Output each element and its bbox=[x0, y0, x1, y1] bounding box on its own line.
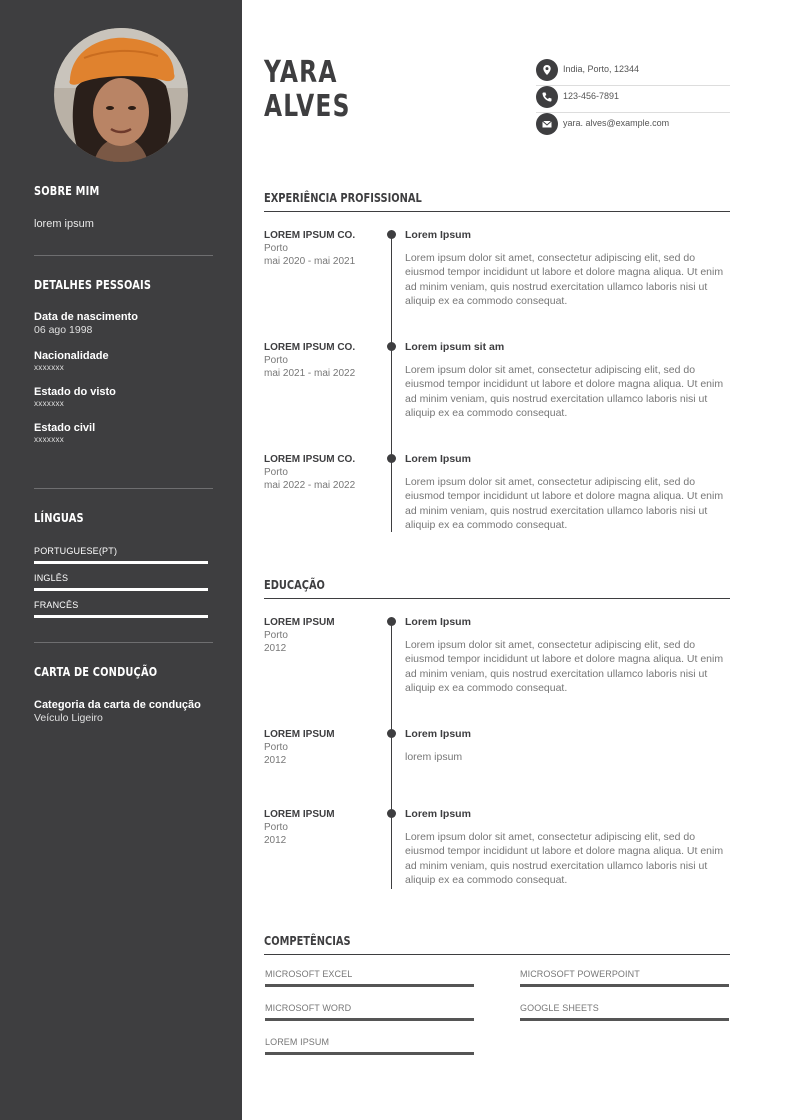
sidebar bbox=[0, 0, 242, 1120]
timeline-dot bbox=[387, 454, 396, 463]
language-level-bar bbox=[34, 561, 208, 564]
phone-icon bbox=[536, 86, 558, 108]
job-title: Lorem ipsum sit am bbox=[405, 341, 505, 353]
contact-email: yara. alves@example.com bbox=[563, 118, 670, 128]
experience-entry-body bbox=[405, 453, 730, 532]
degree-title: Lorem Ipsum bbox=[405, 728, 471, 740]
about-text: lorem ipsum bbox=[34, 218, 94, 230]
company-city: Porto bbox=[264, 467, 288, 478]
divider bbox=[34, 642, 213, 643]
skill-name: MICROSOFT POWERPOINT bbox=[520, 969, 640, 979]
languages-section bbox=[34, 511, 213, 618]
detail-value: xxxxxxx bbox=[34, 363, 65, 372]
experience-title-text: EXPERIÊNCIA PROFISSIONAL bbox=[264, 191, 422, 205]
job-title: Lorem Ipsum bbox=[405, 229, 471, 241]
degree-description: Lorem ipsum dolor sit amet, consectetur adipiscing elit, sed do eiusmod tempor incididunt ut labore et dolore magna aliqua. Ut enim ad minim veniam, quis nostrud exercitation ullamco laboris nisi ut aliquip ex ea commodo consequat. bbox=[405, 831, 724, 886]
about-title: SOBRE MIM bbox=[34, 184, 100, 198]
experience-timeline bbox=[391, 234, 392, 532]
skill-name: MICROSOFT EXCEL bbox=[265, 969, 353, 979]
job-description: Lorem ipsum dolor sit amet, consectetur adipiscing elit, sed do eiusmod tempor incididunt ut labore et dolore magna aliqua. Ut enim ad minim veniam, quis nostrud exercitation ullamco laboris nisi ut aliquip ex ea commodo consequat. bbox=[405, 476, 724, 531]
education-entry-meta bbox=[264, 808, 384, 847]
employment-dates: mai 2022 - mai 2022 bbox=[264, 480, 356, 491]
company-city: Porto bbox=[264, 355, 288, 366]
skill-level-bar bbox=[265, 1018, 474, 1021]
job-description: Lorem ipsum dolor sit amet, consectetur adipiscing elit, sed do eiusmod tempor incididunt ut labore et dolore magna aliqua. Ut enim ad minim veniam, quis nostrud exercitation ullamco laboris nisi ut aliquip ex ea commodo consequat. bbox=[405, 364, 724, 419]
skill-item bbox=[520, 969, 729, 987]
detail-value: 06 ago 1998 bbox=[34, 324, 93, 336]
languages-title: LÍNGUAS bbox=[34, 511, 84, 525]
education-entry-body bbox=[405, 728, 730, 764]
contact-email-row bbox=[536, 113, 730, 140]
candidate-name bbox=[264, 56, 351, 124]
detail-item bbox=[34, 386, 213, 408]
school-name: LOREM IPSUM bbox=[264, 809, 335, 820]
detail-value: xxxxxxx bbox=[34, 435, 65, 444]
skill-level-bar bbox=[520, 1018, 729, 1021]
detail-item bbox=[34, 422, 213, 444]
timeline-dot bbox=[387, 729, 396, 738]
detail-item bbox=[34, 311, 213, 336]
school-city: Porto bbox=[264, 822, 288, 833]
detail-label: Estado do visto bbox=[34, 386, 116, 398]
section-rule bbox=[264, 954, 730, 955]
email-icon bbox=[536, 113, 558, 135]
graduation-year: 2012 bbox=[264, 755, 287, 766]
job-description: Lorem ipsum dolor sit amet, consectetur adipiscing elit, sed do eiusmod tempor incididunt ut labore et dolore magna aliqua. Ut enim ad minim veniam, quis nostrud exercitation ullamco laboris nisi ut aliquip ex ea commodo consequat. bbox=[405, 252, 724, 307]
name-last: ALVES bbox=[264, 89, 351, 124]
company-name: LOREM IPSUM CO. bbox=[264, 230, 356, 241]
degree-description: lorem ipsum bbox=[405, 751, 463, 763]
detail-item bbox=[34, 350, 213, 372]
education-title bbox=[264, 578, 730, 592]
driving-license-section bbox=[34, 665, 213, 724]
school-name: LOREM IPSUM bbox=[264, 729, 335, 740]
contact-phone: 123-456-7891 bbox=[563, 91, 620, 101]
school-city: Porto bbox=[264, 630, 288, 641]
profile-photo bbox=[54, 28, 188, 162]
language-item bbox=[34, 546, 213, 564]
license-label: Categoria da carta de condução bbox=[34, 699, 201, 711]
experience-entry-meta bbox=[264, 229, 384, 268]
language-level-bar bbox=[34, 588, 208, 591]
experience-entry-meta bbox=[264, 453, 384, 492]
experience-entry-body bbox=[405, 229, 730, 308]
graduation-year: 2012 bbox=[264, 643, 287, 654]
timeline-dot bbox=[387, 809, 396, 818]
education-entry-body bbox=[405, 616, 730, 695]
skill-name: MICROSOFT WORD bbox=[265, 1003, 352, 1013]
detail-label: Nacionalidade bbox=[34, 350, 109, 362]
personal-details-title: DETALHES PESSOAIS bbox=[34, 278, 152, 292]
skills-title-text: COMPETÊNCIAS bbox=[264, 934, 351, 948]
language-name: FRANCÊS bbox=[34, 600, 79, 610]
detail-label: Estado civil bbox=[34, 422, 96, 434]
timeline-dot bbox=[387, 230, 396, 239]
language-name: PORTUGUESE(PT) bbox=[34, 546, 118, 556]
personal-details-section bbox=[34, 278, 213, 444]
education-timeline bbox=[391, 621, 392, 889]
skill-item bbox=[520, 1003, 729, 1021]
employment-dates: mai 2021 - mai 2022 bbox=[264, 368, 356, 379]
location-pin-icon bbox=[536, 59, 558, 81]
divider bbox=[34, 488, 213, 489]
company-city: Porto bbox=[264, 243, 288, 254]
timeline-dot bbox=[387, 342, 396, 351]
graduation-year: 2012 bbox=[264, 835, 287, 846]
contact-address: India, Porto, 12344 bbox=[563, 64, 640, 74]
license-item bbox=[34, 699, 213, 724]
skill-level-bar bbox=[265, 984, 474, 987]
driving-license-title: CARTA DE CONDUÇÃO bbox=[34, 665, 158, 679]
experience-entry-body bbox=[405, 341, 730, 420]
license-value: Veículo Ligeiro bbox=[34, 712, 103, 724]
language-name: INGLÊS bbox=[34, 573, 69, 583]
section-rule bbox=[264, 598, 730, 599]
degree-description: Lorem ipsum dolor sit amet, consectetur adipiscing elit, sed do eiusmod tempor incididunt ut labore et dolore magna aliqua. Ut enim ad minim veniam, quis nostrud exercitation ullamco laboris nisi ut aliquip ex ea commodo consequat. bbox=[405, 639, 724, 694]
skill-level-bar bbox=[265, 1052, 474, 1055]
language-item bbox=[34, 600, 213, 618]
skill-name: GOOGLE SHEETS bbox=[520, 1003, 599, 1013]
timeline-dot bbox=[387, 617, 396, 626]
company-name: LOREM IPSUM CO. bbox=[264, 454, 356, 465]
degree-title: Lorem Ipsum bbox=[405, 616, 471, 628]
skill-item bbox=[265, 1037, 474, 1055]
job-title: Lorem Ipsum bbox=[405, 453, 471, 465]
divider bbox=[34, 255, 213, 256]
contact-phone-row bbox=[536, 86, 730, 113]
education-entry-body bbox=[405, 808, 730, 887]
education-title-text: EDUCAÇÃO bbox=[264, 578, 325, 592]
about-section bbox=[34, 184, 213, 230]
education-entry-meta bbox=[264, 616, 384, 655]
language-level-bar bbox=[34, 615, 208, 618]
school-city: Porto bbox=[264, 742, 288, 753]
skill-item bbox=[265, 969, 474, 987]
skill-name: LOREM IPSUM bbox=[265, 1037, 330, 1047]
section-rule bbox=[264, 211, 730, 212]
name-first: YARA bbox=[264, 55, 338, 90]
employment-dates: mai 2020 - mai 2021 bbox=[264, 256, 356, 267]
education-entry-meta bbox=[264, 728, 384, 767]
degree-title: Lorem Ipsum bbox=[405, 808, 471, 820]
skill-item bbox=[265, 1003, 474, 1021]
skill-level-bar bbox=[520, 984, 729, 987]
contact-address-row bbox=[536, 59, 730, 86]
company-name: LOREM IPSUM CO. bbox=[264, 342, 356, 353]
skills-title bbox=[264, 934, 730, 948]
school-name: LOREM IPSUM bbox=[264, 617, 335, 628]
detail-label: Data de nascimento bbox=[34, 311, 138, 323]
language-item bbox=[34, 573, 213, 591]
experience-entry-meta bbox=[264, 341, 384, 380]
experience-title bbox=[264, 191, 730, 205]
detail-value: xxxxxxx bbox=[34, 399, 65, 408]
